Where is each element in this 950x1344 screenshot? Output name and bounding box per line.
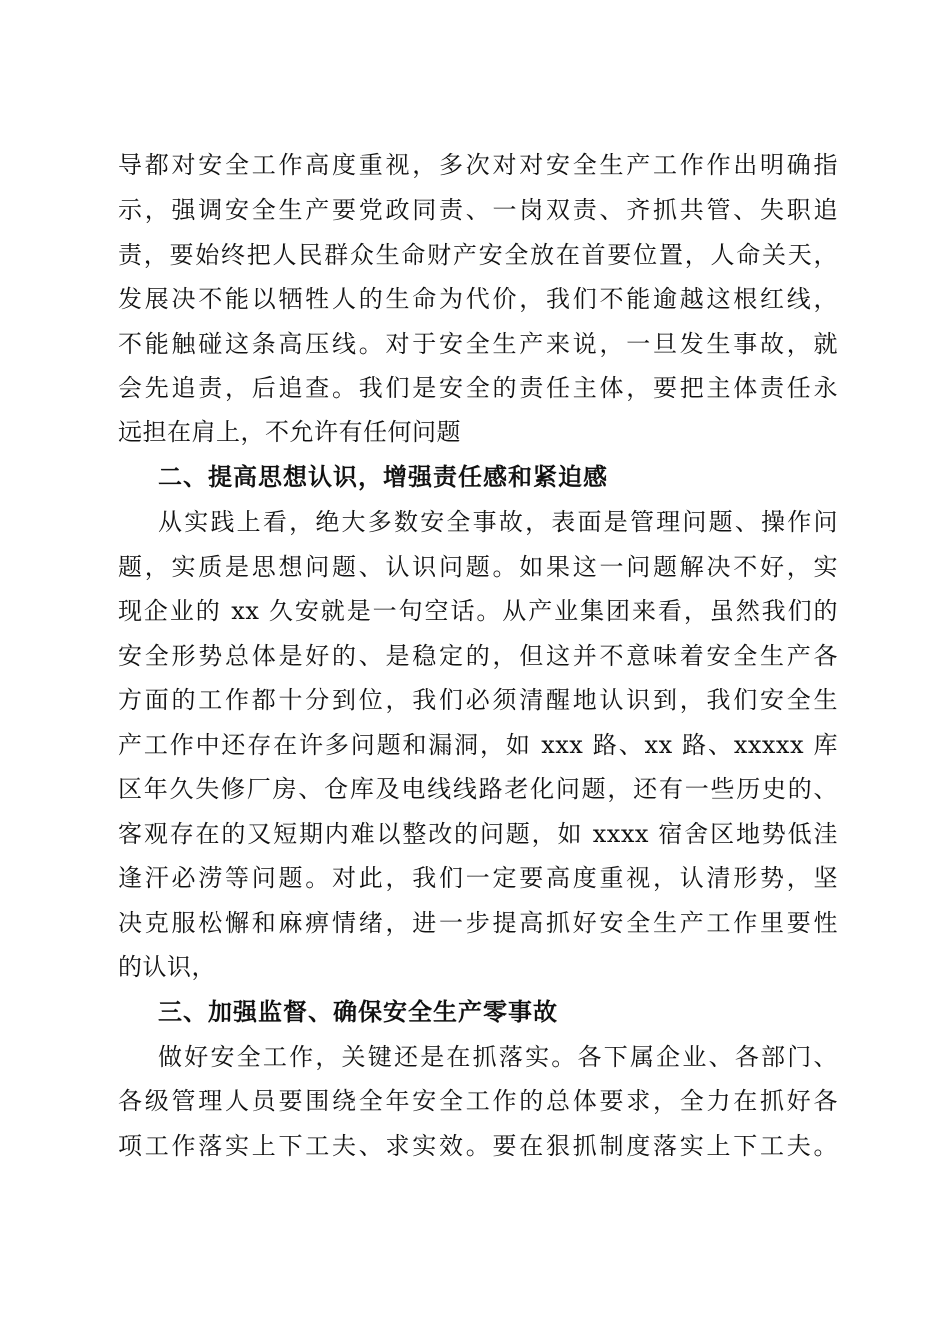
paragraph-line: 远担在肩上，不允许有任何问题	[118, 418, 461, 446]
paragraph-line: 产工作中还存在许多问题和漏洞，如 xxx 路、xx 路、xxxxx 库	[118, 731, 838, 759]
paragraph-line: 区年久失修厂房、仓库及电线线路老化问题，还有一些历史的、	[118, 775, 838, 803]
paragraph-line: 会先追责，后追查。我们是安全的责任主体，要把主体责任永	[118, 374, 838, 402]
paragraph-line: 客观存在的又短期内难以整改的问题，如 xxxx 宿舍区地势低洼	[118, 820, 838, 848]
paragraph-line: 安全形势总体是好的、是稳定的，但这并不意味着安全生产各	[118, 642, 838, 670]
paragraph-line: 的认识，	[118, 953, 216, 981]
paragraph-line: 项工作落实上下工夫、求实效。要在狠抓制度落实上下工夫。	[118, 1132, 838, 1160]
paragraph-line: 方面的工作都十分到位，我们必须清醒地认识到，我们安全生	[118, 686, 838, 714]
paragraph-line: 做好安全工作，关键还是在抓落实。各下属企业、各部门、	[158, 1043, 838, 1071]
paragraph-line: 从实践上看，绝大多数安全事故，表面是管理问题、操作问	[158, 508, 838, 536]
section-heading-2: 二、提高思想认识，增强责任感和紧迫感	[158, 463, 608, 491]
section-heading-3: 三、加强监督、确保安全生产零事故	[158, 998, 558, 1026]
paragraph-line: 决克服松懈和麻痹情绪，进一步提高抓好安全生产工作里要性	[118, 909, 838, 937]
paragraph-line: 导都对安全工作高度重视，多次对对安全生产工作作出明确指	[118, 151, 838, 179]
paragraph-line: 发展决不能以牺牲人的生命为代价，我们不能逾越这根红线，	[118, 285, 838, 313]
paragraph-line: 题，实质是思想问题、认识问题。如果这一问题解决不好，实	[118, 553, 838, 581]
paragraph-line: 不能触碰这条高压线。对于安全生产来说，一旦发生事故，就	[118, 330, 838, 358]
paragraph-line: 现企业的 xx 久安就是一句空话。从产业集团来看，虽然我们的	[118, 597, 838, 625]
paragraph-line: 逢汗必涝等问题。对此，我们一定要高度重视，认清形势，坚	[118, 864, 838, 892]
paragraph-line: 示，强调安全生产要党政同责、一岗双责、齐抓共管、失职追	[118, 196, 838, 224]
paragraph-line: 各级管理人员要围绕全年安全工作的总体要求，全力在抓好各	[118, 1087, 838, 1115]
paragraph-line: 责，要始终把人民群众生命财产安全放在首要位置，人命关天，	[118, 241, 838, 269]
